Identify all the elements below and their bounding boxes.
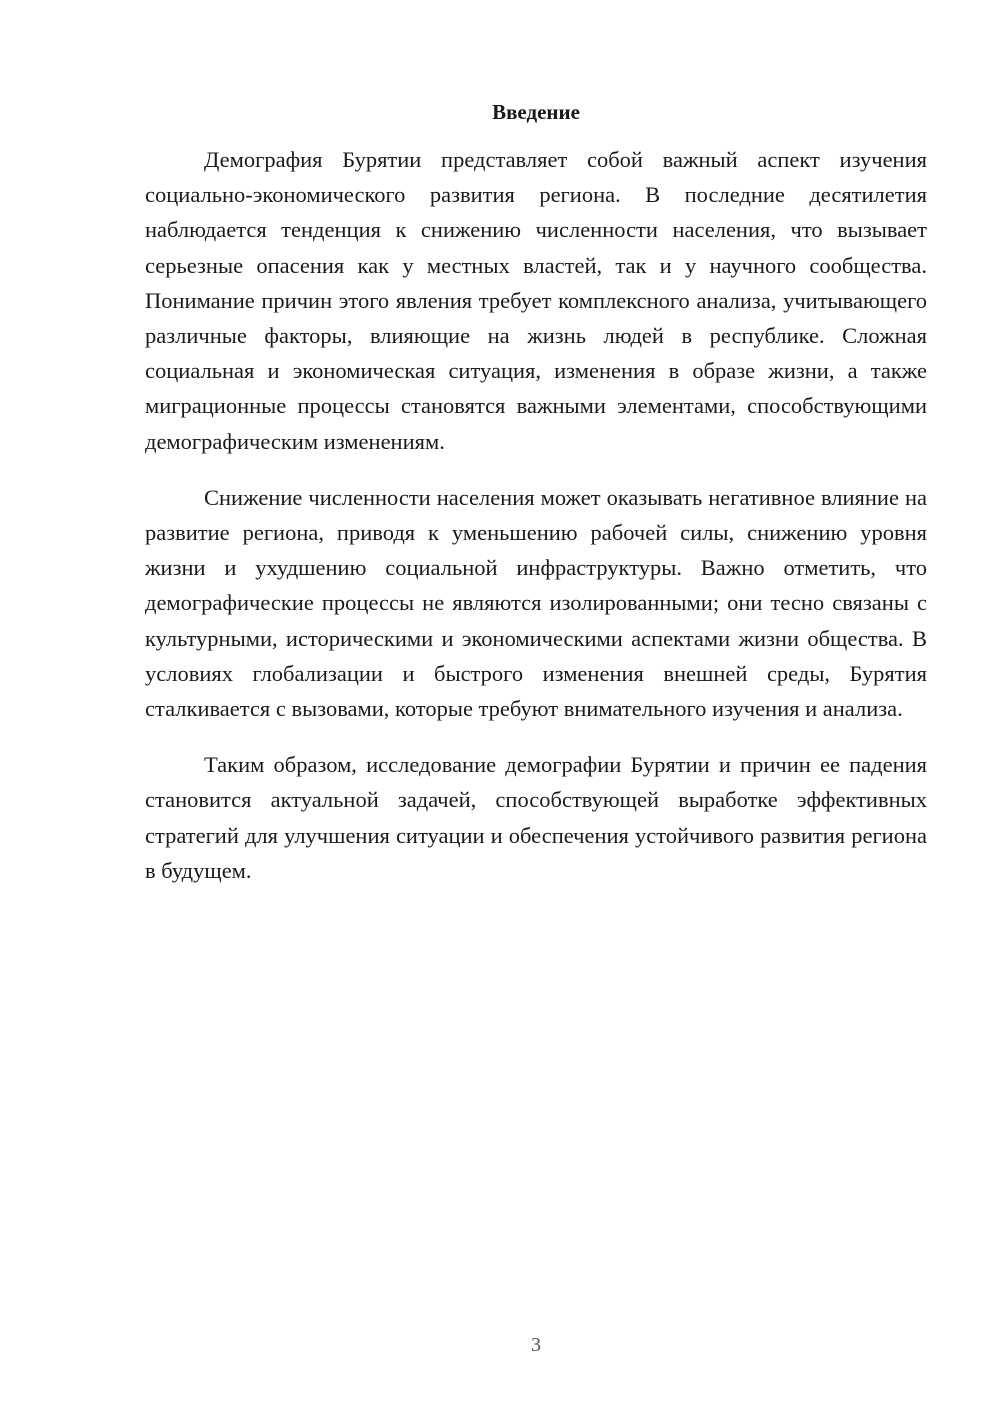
paragraph-2: Снижение численности населения может оказывать негативное влияние на развитие региона, приводя к уменьшению рабочей силы, снижению уровня жизни и ухудшению социальной инфраструктуры. Важно отметить, что демографические процессы не являются изолированными; они тесно связаны с культурными, историческими и экономическими аспектами жизни общества. В условиях глобализации и быстрого изменения внешней среды, Бурятия сталкивается с вызовами, которые требуют внимательного изучения и анализа. — [145, 484, 927, 722]
paragraph-1: Демография Бурятии представляет собой важный аспект изучения социально-экономического развития региона. В последние десятилетия наблюдается тенденция к снижению численности населения, что вызывает серьезные опасения как у местных властей, так и у научного сообщества. Понимание причин этого явления требует комплексного анализа, учитывающего различные факторы, влияющие на жизнь людей в республике. Сложная социальная и экономическая ситуация, изменения в образе жизни, а также миграционные процессы становятся важными элементами, способствующими демографическим изменениям. — [145, 147, 927, 454]
body-text — [145, 142, 927, 888]
section-title: Введение — [492, 100, 580, 124]
page-number: 3 — [531, 1334, 541, 1356]
paragraph-3: Таким образом, исследование демографии Бурятии и причин ее падения становится актуальной задачей, способствующей выработке эффективных стратегий для улучшения ситуации и обеспечения устойчивого развития региона в будущем. — [145, 752, 927, 883]
